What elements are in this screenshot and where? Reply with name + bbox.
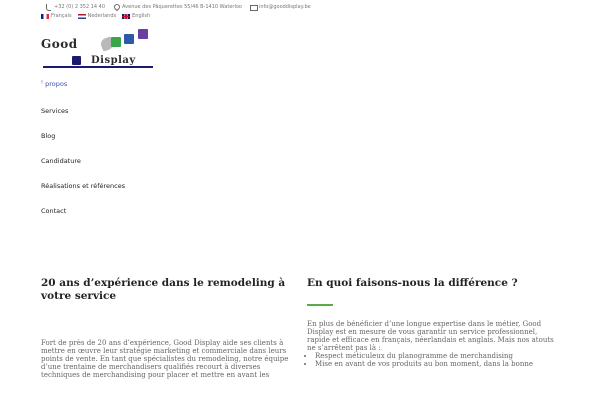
- phone-icon: [45, 4, 51, 10]
- uk-flag-icon: [122, 14, 130, 19]
- difference-heading: En quoi faisons-nous la différence ?: [307, 277, 518, 289]
- nav-item-realisations[interactable]: Réalisations et références: [41, 182, 126, 190]
- language-label: Nederlands: [87, 13, 117, 19]
- difference-body: En plus de bénéficier d’une longue expertise dans le métier, Good Display est en mesure de vous garantir un service professionnel, rapide et efficace en français, néerlandais et anglais. Mais nos atouts ne s’arrêtent pas là :: [307, 320, 554, 352]
- nav-item-propos[interactable]: ! propos: [41, 80, 68, 88]
- nav-item-blog[interactable]: Blog: [41, 132, 56, 140]
- nl-flag-icon: [78, 14, 86, 19]
- language-francais[interactable]: [41, 13, 72, 19]
- address-item: [113, 4, 242, 10]
- logo-square-blue: [124, 34, 134, 44]
- logo-word-display: Display: [91, 55, 136, 66]
- difference-list: [315, 352, 557, 368]
- fr-flag-icon: [41, 14, 49, 19]
- experience-heading: 20 ans d’expérience dans le remodeling à votre service: [41, 277, 286, 302]
- heading-accent-line: [307, 304, 333, 306]
- difference-section: [307, 277, 557, 368]
- logo-word-good: Good: [41, 37, 78, 51]
- nav-item-services[interactable]: Services: [41, 107, 69, 115]
- language-label: English: [132, 13, 151, 19]
- nav-item-contact[interactable]: Contact: [41, 207, 67, 215]
- logo-square-navy: [72, 56, 81, 65]
- top-contact-bar: [45, 3, 311, 20]
- language-nederlands[interactable]: [78, 13, 117, 19]
- site-logo[interactable]: [41, 28, 155, 70]
- nav-item-candidature[interactable]: Candidature: [41, 157, 81, 165]
- logo-square-green: [111, 37, 121, 47]
- experience-section: [41, 277, 291, 379]
- phone-text: +32 (0) 2 352 14 40: [54, 4, 106, 10]
- email-item[interactable]: [250, 4, 311, 10]
- mail-icon: [250, 4, 256, 10]
- phone-item[interactable]: [45, 4, 105, 10]
- map-pin-icon: [113, 4, 119, 10]
- language-english[interactable]: [122, 13, 150, 19]
- language-label: Français: [51, 13, 72, 19]
- logo-square-purple: [138, 29, 148, 39]
- experience-body: Fort de près de 20 ans d’expérience, Good Display aide ses clients à mettre en œuvre leur stratégie marketing et commerciale dans leurs points de vente. En tant que spécialistes du remodeling, notre équipe d’une trentaine de merchandisers qualifiés recourt à diverses techniques de merchandising pour placer et mettre en avant les: [41, 339, 289, 379]
- email-text: info@gooddisplay.be: [258, 4, 311, 10]
- logo-underline: [43, 66, 153, 68]
- address-text: Avenue des Pâquerettes 55/46 B-1410 Waterloo: [122, 4, 242, 10]
- list-item: • Mise en avant de vos produits au bon moment, dans la bonne: [315, 360, 557, 368]
- list-item: • Respect méticuleux du planogramme de merchandising: [315, 352, 557, 360]
